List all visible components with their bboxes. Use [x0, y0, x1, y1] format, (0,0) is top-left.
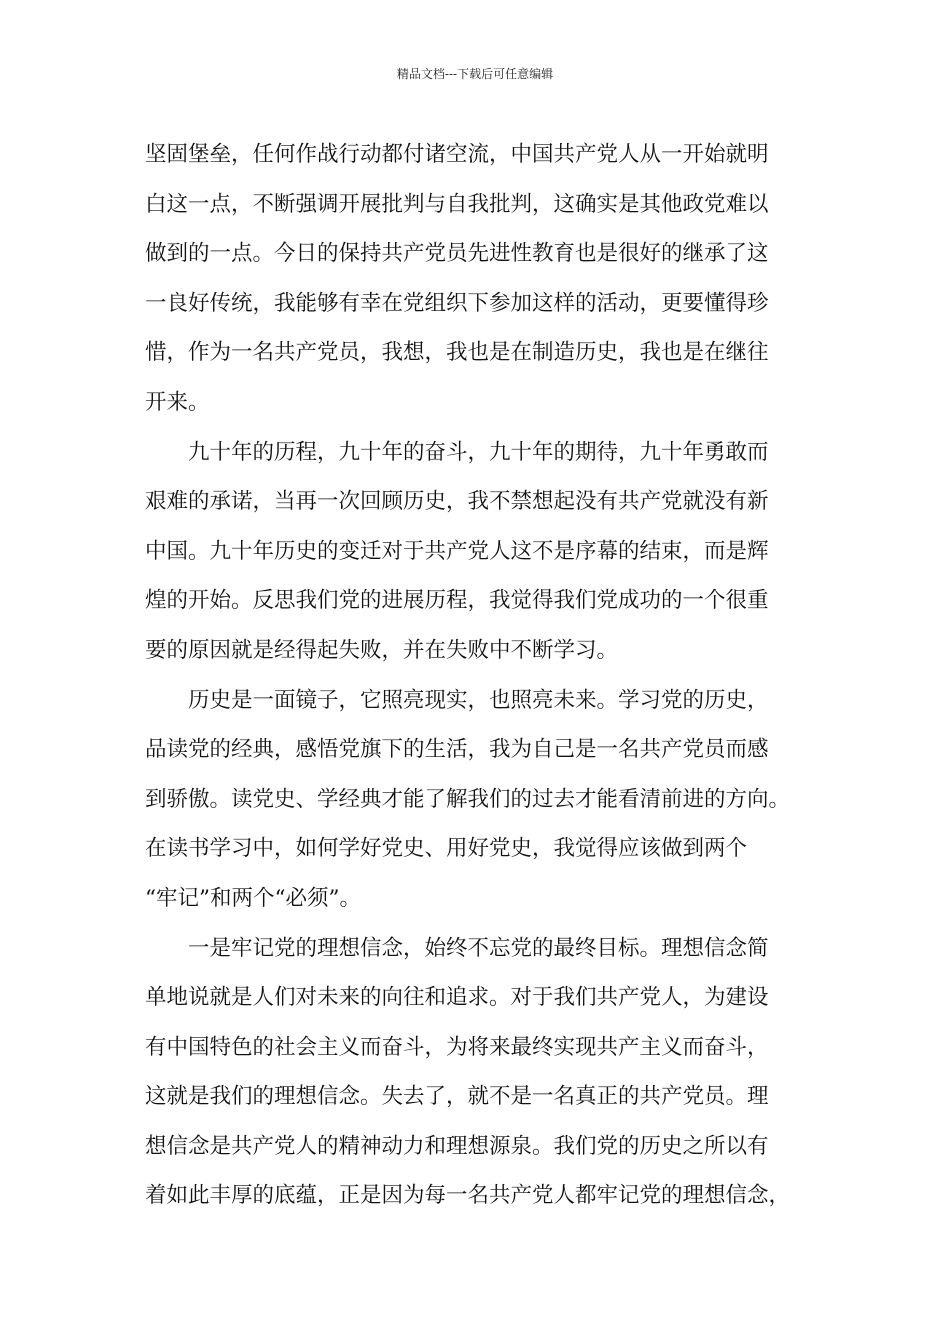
text-line: 白这一点，不断强调开展批判与自我批判，这确实是其他政党难以 — [145, 191, 769, 217]
text-line: 艰难的承诺，当再一次回顾历史，我不禁想起没有共产党就没有新 — [145, 489, 769, 515]
text-line: 品读党的经典，感悟党旗下的生活，我为自己是一名共产党员而感 — [145, 737, 769, 763]
document-body — [145, 130, 815, 1221]
text-line: “牢记”和两个“必须”。 — [145, 885, 361, 911]
text-line: 惜，作为一名共产党员，我想，我也是在制造历史，我也是在继往 — [145, 340, 769, 366]
page-header: 精品文档---下载后可任意编辑 — [396, 67, 554, 81]
text-line: 单地说就是人们对未来的向往和追求。对于我们共产党人，为建设 — [145, 985, 769, 1011]
text-line: 历史是一面镜子，它照亮现实，也照亮未来。学习党的历史， — [145, 687, 769, 713]
text-line: 中国。九十年历史的变迁对于共产党人这不是序幕的结束，而是辉 — [145, 538, 769, 564]
text-line: 开来。 — [145, 389, 210, 415]
text-line: 着如此丰厚的底蕴，正是因为每一名共产党人都牢记党的理想信念， — [145, 1183, 791, 1209]
text-line: 一良好传统，我能够有幸在党组织下参加这样的活动，更要懂得珍 — [145, 290, 769, 316]
text-line: 一是牢记党的理想信念，始终不忘党的最终目标。理想信念简 — [145, 935, 769, 961]
text-line: 有中国特色的社会主义而奋斗，为将来最终实现共产主义而奋斗， — [145, 1034, 769, 1060]
text-line: 坚固堡垒，任何作战行动都付诸空流，中国共产党人从一开始就明 — [145, 142, 769, 167]
text-line: 要的原因就是经得起失败，并在失败中不断学习。 — [145, 637, 619, 663]
text-line: 想信念是共产党人的精神动力和理想源泉。我们党的历史之所以有 — [145, 1133, 769, 1159]
text-line: 煌的开始。反思我们党的进展历程，我觉得我们党成功的一个很重 — [145, 588, 769, 614]
text-line: 到骄傲。读党史、学经典才能了解我们的过去才能看清前进的方向。 — [145, 786, 791, 812]
text-line: 在读书学习中，如何学好党史、用好党史，我觉得应该做到两个 — [145, 836, 748, 862]
text-line: 这就是我们的理想信念。失去了，就不是一名真正的共产党员。理 — [145, 1084, 769, 1110]
text-line: 九十年的历程，九十年的奋斗，九十年的期待，九十年勇敢而 — [145, 439, 769, 465]
text-line: 做到的一点。今日的保持共产党员先进性教育也是很好的继承了这 — [145, 241, 769, 267]
